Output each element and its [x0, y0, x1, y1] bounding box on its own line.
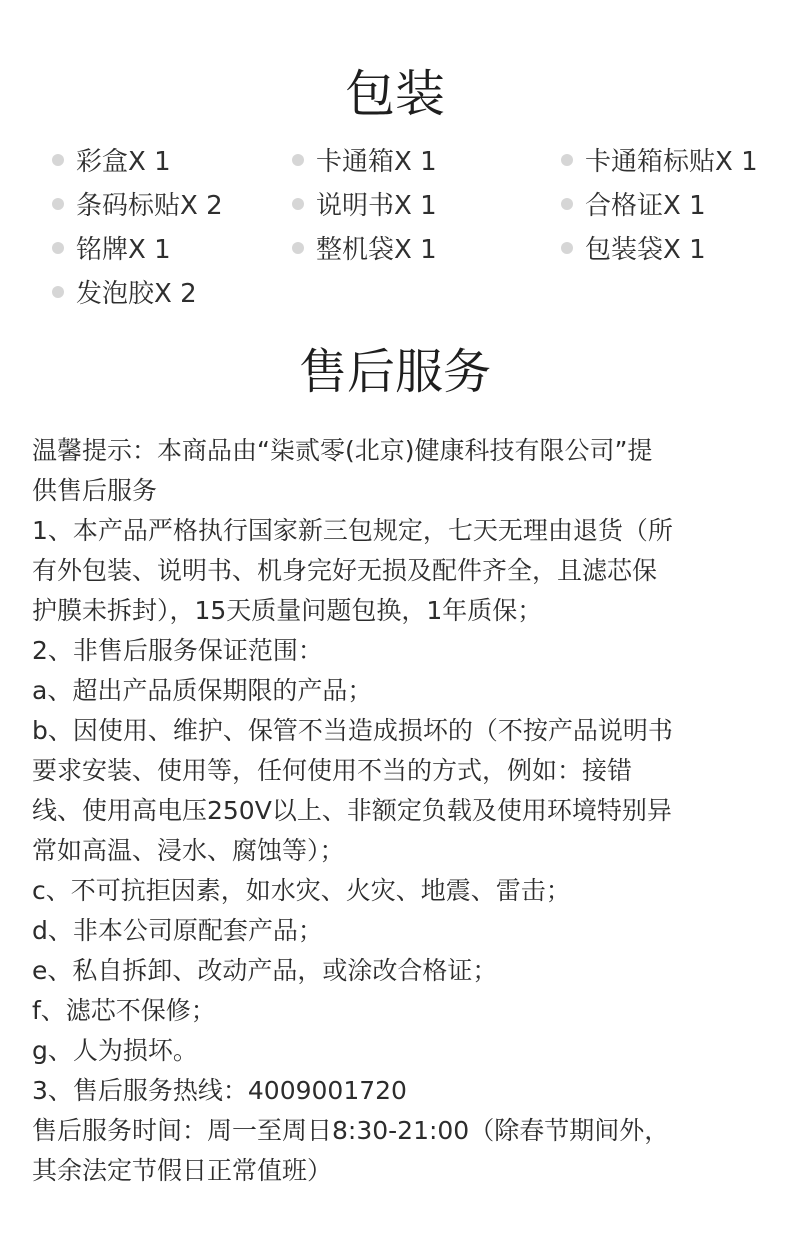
packaging-item-label: 条码标贴X 2: [76, 191, 223, 221]
notes-line: 1、本产品严格执行国家新三包规定，七天无理由退货（所: [32, 516, 673, 545]
notes-line: 供售后服务: [32, 476, 158, 505]
packaging-item: [292, 228, 437, 272]
packaging-item: [52, 228, 171, 272]
packaging-item: [292, 140, 437, 184]
packaging-item-label: 铭牌X 1: [76, 235, 171, 265]
bullet-dot-icon: [561, 198, 573, 210]
packaging-title: 包装: [345, 65, 445, 123]
notes-line: 要求安装、使用等，任何使用不当的方式，例如：接错: [32, 756, 633, 785]
packaging-item: [561, 140, 758, 184]
packaging-item-label: 合格证X 1: [585, 191, 706, 221]
bullet-dot-icon: [52, 154, 64, 166]
bullet-dot-icon: [292, 242, 304, 254]
packaging-list: [0, 140, 790, 316]
notes-line: a、超出产品质保期限的产品；: [32, 676, 373, 705]
notes-line: 护膜未拆封），15天质量问题包换，1年质保；: [32, 596, 543, 625]
bullet-dot-icon: [52, 198, 64, 210]
packaging-item-label: 包装袋X 1: [585, 235, 706, 265]
packaging-item: [561, 184, 706, 228]
packaging-item: [52, 184, 223, 228]
bullet-dot-icon: [292, 198, 304, 210]
notes-line: 2、非售后服务保证范围：: [32, 636, 323, 665]
notes-line: 售后服务时间：周一至周日8:30-21:00（除春节期间外，: [32, 1116, 670, 1145]
packaging-item-label: 说明书X 1: [316, 191, 437, 221]
notes-line: e、私自拆卸、改动产品，或涂改合格证；: [32, 956, 498, 985]
bullet-dot-icon: [292, 154, 304, 166]
packaging-item-label: 彩盒X 1: [76, 147, 171, 177]
after-sales-notes: [32, 431, 762, 1191]
notes-line: 温馨提示：本商品由“柒贰零(北京)健康科技有限公司”提: [32, 436, 653, 465]
notes-line: d、非本公司原配套产品；: [32, 916, 323, 945]
notes-line: b、因使用、维护、保管不当造成损坏的（不按产品说明书: [32, 716, 673, 745]
packaging-item-label: 发泡胶X 2: [76, 279, 197, 309]
bullet-dot-icon: [561, 154, 573, 166]
packaging-item: [292, 184, 437, 228]
notes-line: c、不可抗拒因素，如水灾、火灾、地震、雷击；: [32, 876, 571, 905]
bullet-dot-icon: [52, 242, 64, 254]
packaging-item-label: 卡通箱X 1: [316, 147, 437, 177]
notes-line: 线、使用高电压250V以上、非额定负载及使用环境特别异: [32, 796, 672, 825]
notes-line: f、滤芯不保修；: [32, 996, 216, 1025]
notes-line: 有外包装、说明书、机身完好无损及配件齐全，且滤芯保: [32, 556, 658, 585]
packaging-item-label: 卡通箱标贴X 1: [585, 147, 758, 177]
notes-line: 3、售后服务热线：4009001720: [32, 1076, 407, 1105]
packaging-item: [52, 140, 171, 184]
bullet-dot-icon: [561, 242, 573, 254]
notes-line: 常如高温、浸水、腐蚀等）；: [32, 836, 345, 865]
notes-line: g、人为损坏。: [32, 1036, 198, 1065]
notes-line: 其余法定节假日正常值班）: [32, 1156, 333, 1185]
packaging-item: [52, 272, 197, 316]
packaging-item: [561, 228, 706, 272]
packaging-item-label: 整机袋X 1: [316, 235, 437, 265]
after-sales-title: 售后服务: [298, 344, 491, 400]
bullet-dot-icon: [52, 286, 64, 298]
